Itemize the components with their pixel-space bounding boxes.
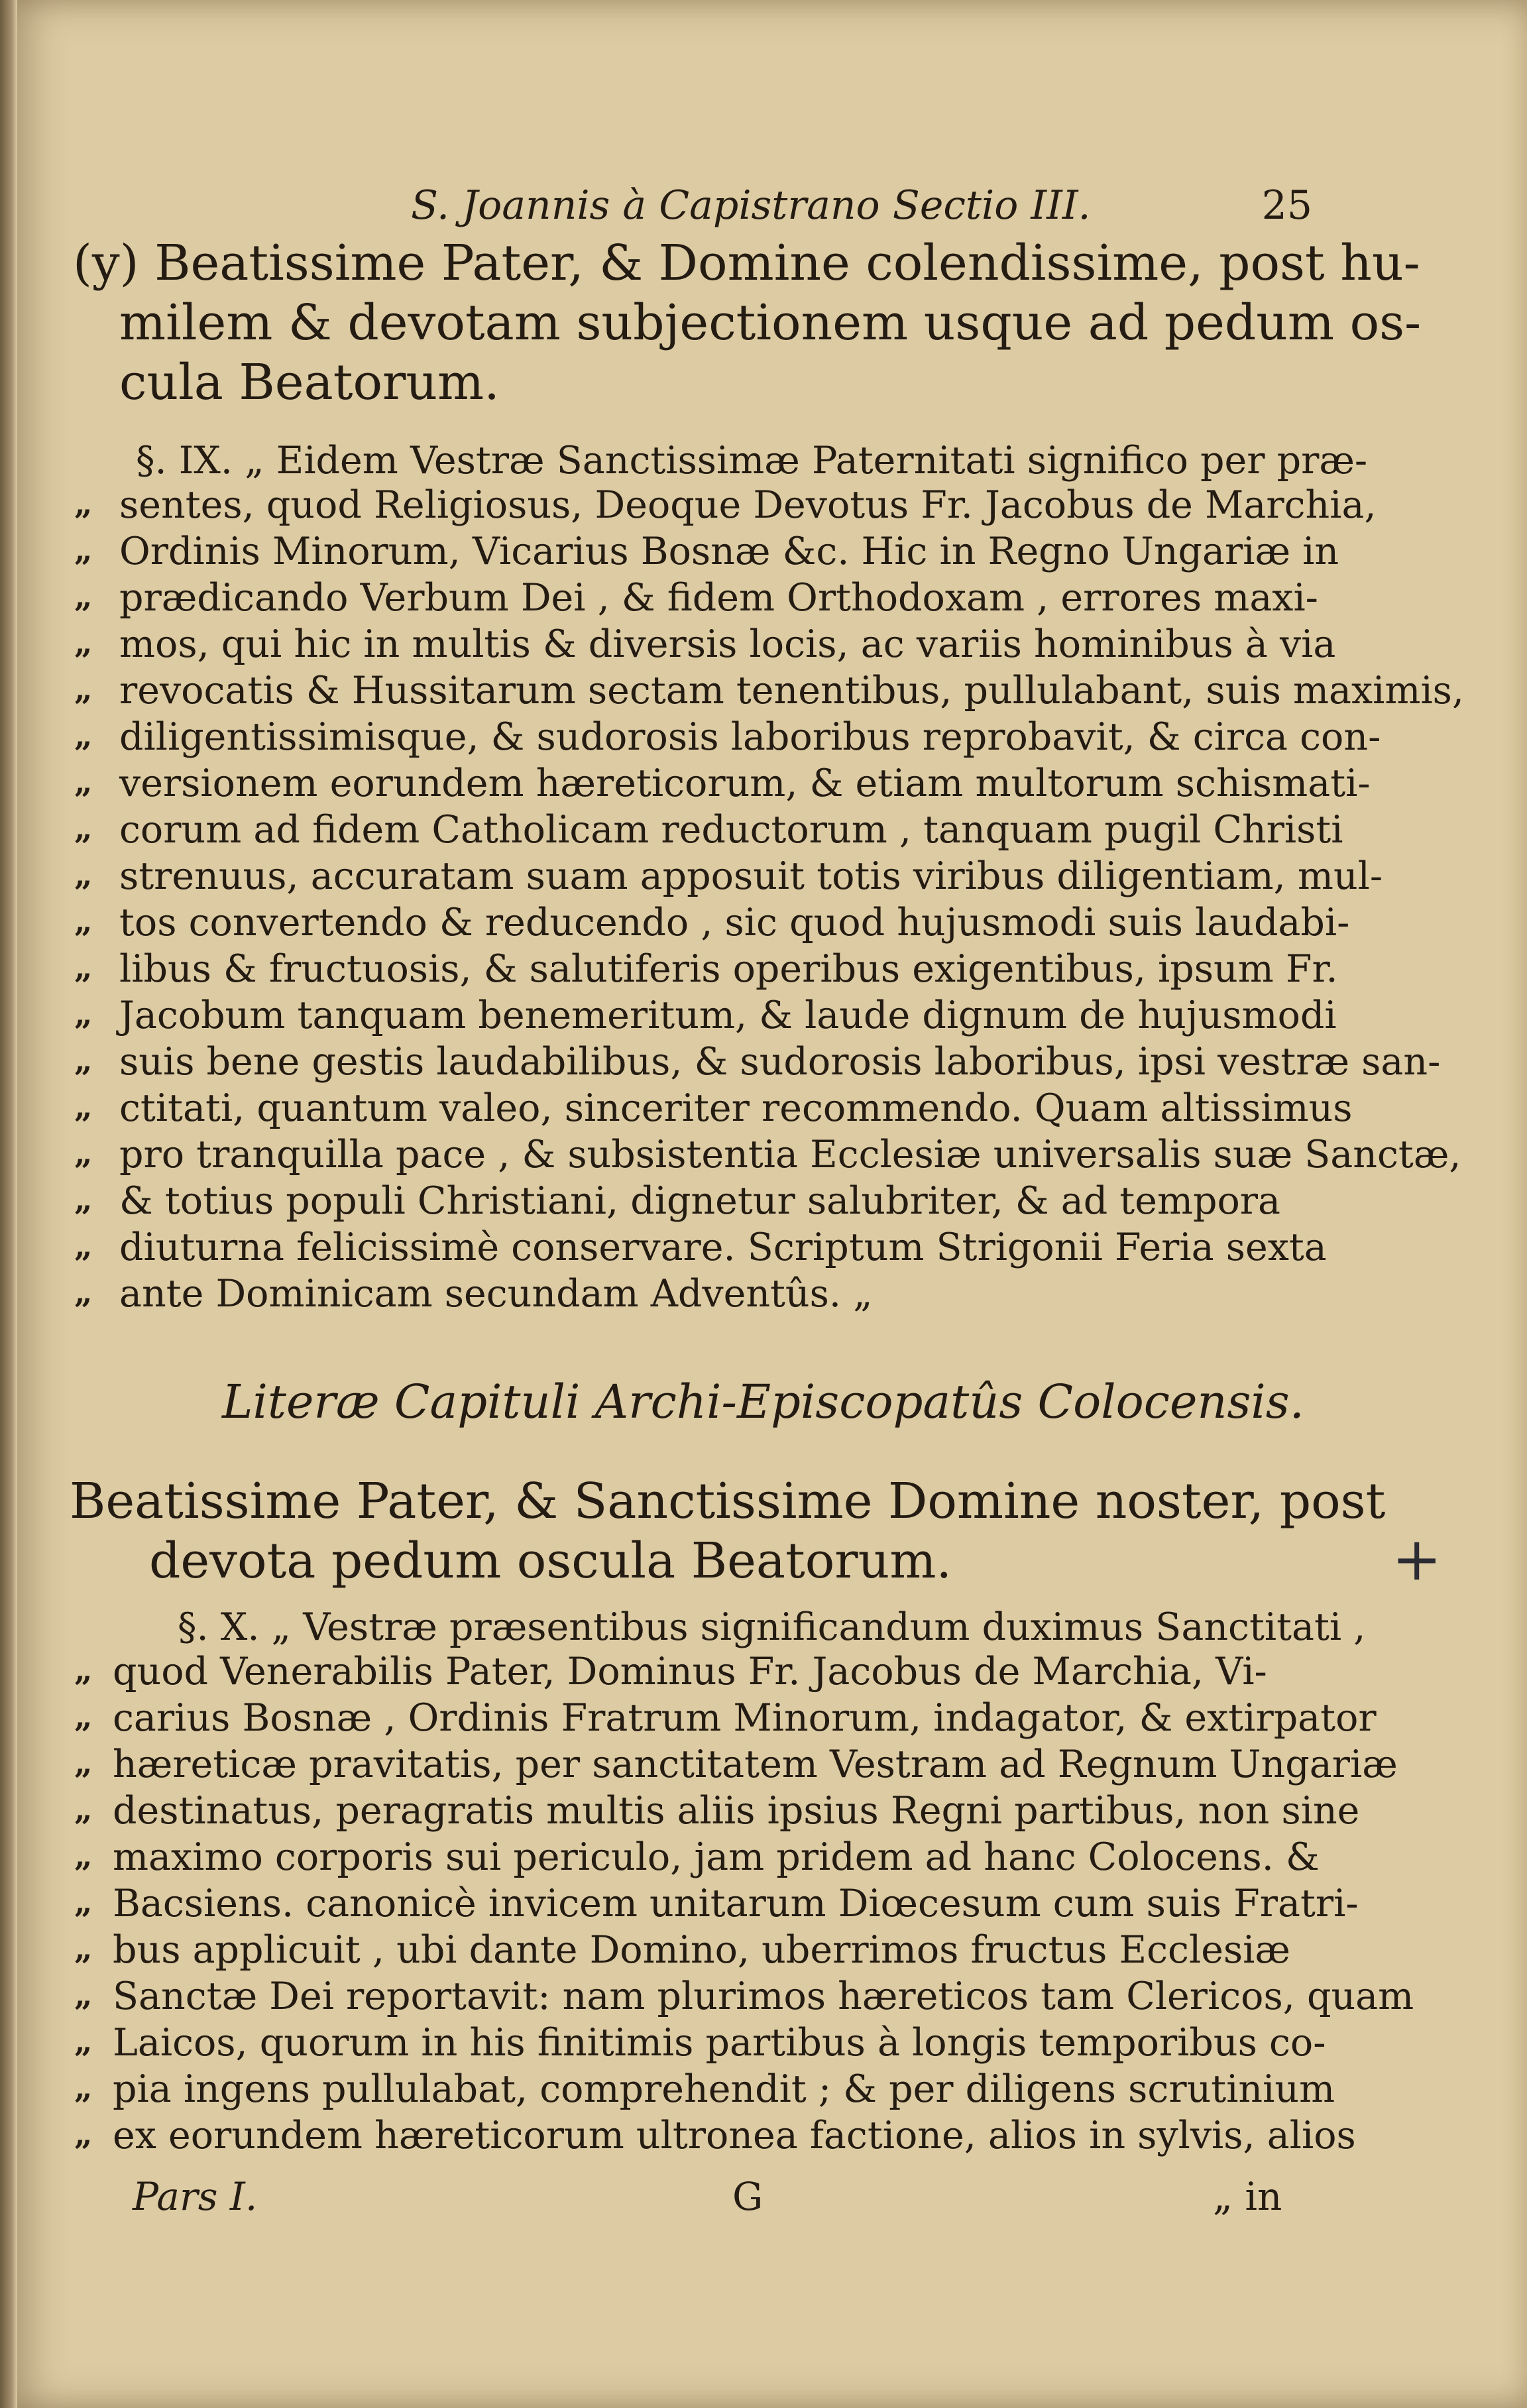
quote-mark: „ [74,949,93,986]
salutation-1-line: milem & devotam subjectionem usque ad pedum os- [119,294,1422,351]
quote-mark: „ [74,2069,93,2106]
section-9-line: ante Dominicam secundam Adventûs. „ [119,1272,873,1316]
section-9-line: suis bene gestis laudabilibus, & sudorosis laboribus, ipsi vestræ san- [119,1040,1441,1084]
quote-mark: „ [74,624,93,661]
quote-mark: „ [74,671,93,708]
section-10-line: carius Bosnæ , Ordinis Fratrum Minorum, indagator, & extirpator [113,1696,1377,1740]
quote-mark: „ [74,1791,93,1828]
section-9-line: strenuus, accuratam suam apposuit totis viribus diligentiam, mul- [119,854,1383,898]
section-9-line: libus & fructuosis, & salutiferis operibus exigentibus, ipsum Fr. [119,947,1338,991]
quote-mark: „ [74,903,93,940]
quote-mark: „ [74,485,93,522]
section-9-line: tos convertendo & reducendo , sic quod hujusmodi suis laudabi- [119,901,1350,945]
section-heading: Literæ Capituli Archi-Episcopatûs Colocensis. [222,1375,1304,1429]
section-10-line: Laicos, quorum in his finitimis partibus à longis temporibus co- [113,2021,1326,2065]
section-9-line: ctitati, quantum valeo, sinceriter recommendo. Quam altissimus [119,1086,1353,1130]
quote-mark: „ [74,1698,93,1735]
quote-mark: „ [74,2116,93,2153]
quote-mark: „ [74,1181,93,1218]
section-9-line: sentes, quod Religiosus, Deoque Devotus Fr. Jacobus de Marchia, [119,483,1377,527]
quote-mark: „ [74,1088,93,1125]
section-10-line: Sanctæ Dei reportavit: nam plurimos hæreticos tam Clericos, quam [113,1975,1414,2018]
section-9-line: Jacobum tanquam benemeritum, & laude dignum de hujusmodi [119,994,1337,1037]
quote-mark: „ [74,1977,93,2014]
section-9-line: corum ad fidem Catholicam reductorum , tanquam pugil Christi [119,808,1343,852]
quote-mark: „ [74,1274,93,1311]
section-10-line: bus applicuit , ubi dante Domino, uberrimos fructus Ecclesiæ [113,1928,1290,1972]
page-number: 25 [1261,182,1312,229]
signature-mark: G [732,2174,764,2219]
section-9-line: diuturna felicissimè conservare. Scriptum Strigonii Feria sexta [119,1226,1327,1269]
quote-mark: „ [74,1837,93,1874]
quote-mark: „ [74,532,93,569]
marginal-mark: + [1392,1524,1442,1594]
section-10-line: pia ingens pullulabat, comprehendit ; & per diligens scrutinium [113,2067,1335,2111]
quote-mark: „ [74,1930,93,1967]
section-10-line: maximo corporis sui periculo, jam pridem ad hanc Colocens. & [113,1835,1320,1879]
page-gutter [0,0,17,2408]
section-9-line: §. IX. „ Eidem Vestræ Sanctissimæ Paternitati significo per præ- [136,439,1368,483]
quote-mark: „ [74,578,93,615]
section-9-line: Ordinis Minorum, Vicarius Bosnæ &c. Hic in Regno Ungariæ in [119,530,1339,573]
catchword: „ in [1213,2174,1282,2219]
quote-mark: „ [74,1228,93,1265]
quote-mark: „ [74,764,93,801]
section-9-line: mos, qui hic in multis & diversis locis, ac variis hominibus à via [119,622,1336,666]
section-9-line: prædicando Verbum Dei , & fidem Orthodoxam , errores maxi- [119,576,1318,620]
section-9-line: versionem eorundem hæreticorum, & etiam multorum schismati- [119,762,1371,805]
section-10-line: Bacsiens. canonicè invicem unitarum Diœcesum cum suis Fratri- [113,1882,1359,1925]
section-10-line: destinatus, peragratis multis aliis ipsius Regni partibus, non sine [113,1789,1360,1833]
salutation-2-line: Beatissime Pater, & Sanctissime Domine noster, post [70,1473,1386,1530]
section-10-line: quod Venerabilis Pater, Dominus Fr. Jacobus de Marchia, Vi- [113,1650,1267,1693]
section-9-line: pro tranquilla pace , & subsistentia Ecclesiæ universalis suæ Sanctæ, [119,1133,1461,1176]
running-title: S. Joannis à Capistrano Sectio III. [411,182,1091,229]
quote-mark: „ [74,810,93,847]
quote-mark: „ [74,996,93,1033]
quote-mark: „ [74,856,93,893]
section-10-line: §. X. „ Vestræ præsentibus significandum duximus Sanctitati , [178,1605,1366,1649]
page-footer [0,2174,1527,2234]
section-9-line: revocatis & Hussitarum sectam tenentibus, pullulabant, suis maximis, [119,669,1465,713]
salutation-1-line: (y) Beatissime Pater, & Domine colendissime, post hu- [73,235,1420,292]
quote-mark: „ [74,1884,93,1921]
signature-left: Pars I. [133,2174,258,2219]
salutation-2-line: devota pedum oscula Beatorum. [149,1532,952,1589]
page-header [411,176,1312,242]
quote-mark: „ [74,1042,93,1079]
quote-mark: „ [74,1652,93,1689]
quote-mark: „ [74,717,93,754]
section-9-line: & totius populi Christiani, dignetur salubriter, & ad tempora [119,1179,1281,1223]
section-10-line: ex eorundem hæreticorum ultronea factione, alios in sylvis, alios [113,2114,1356,2157]
salutation-1-line: cula Beatorum. [119,354,500,411]
section-9-line: diligentissimisque, & sudorosis laboribus reprobavit, & circa con- [119,715,1381,759]
quote-mark: „ [74,2023,93,2060]
quote-mark: „ [74,1745,93,1782]
quote-mark: „ [74,1135,93,1172]
section-10-line: hæreticæ pravitatis, per sanctitatem Vestram ad Regnum Ungariæ [113,1743,1398,1786]
